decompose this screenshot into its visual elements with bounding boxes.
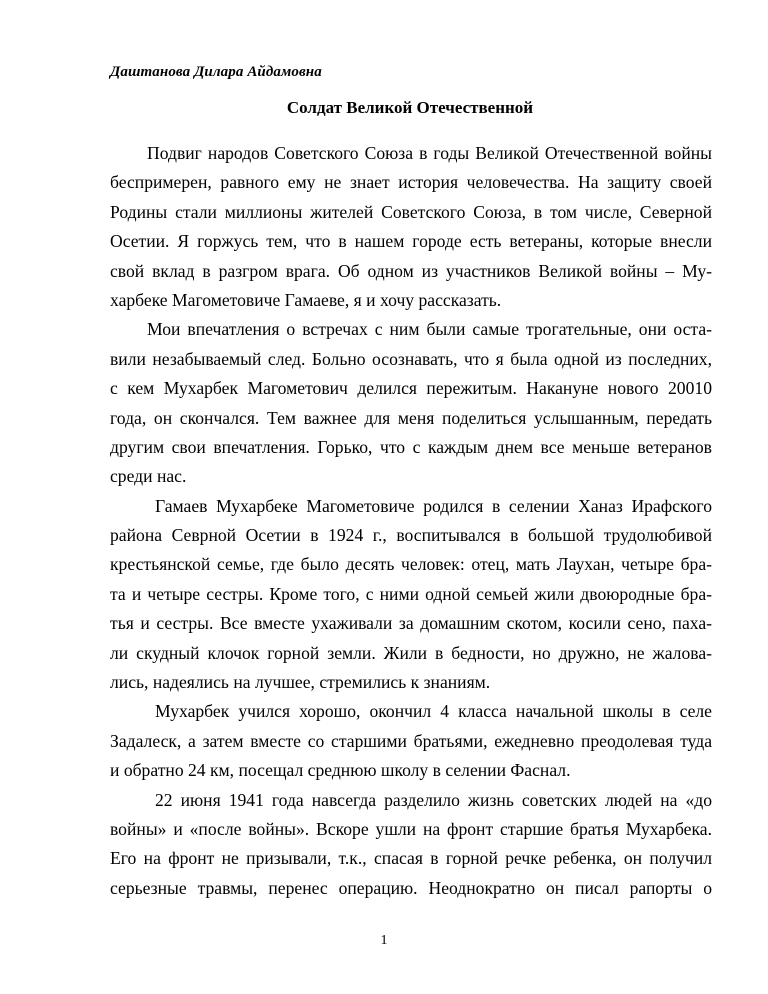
text-line: другим свои впечатления. Горько, что с каждым днем все меньше ветеранов [110, 436, 712, 457]
text-line: 22 июня 1941 года навсегда разделило жизнь советских людей на «до [155, 789, 712, 810]
text-line: крестьянской семье, где было десять человек: отец, мать Лаухан, четыре бра- [110, 554, 712, 575]
text-line: года, он скончался. Тем важнее для меня поделиться услышанным, передать [110, 407, 712, 428]
text-line: Задалеск, а затем вместе со старшими братьями, ежедневно преодолевая туда [110, 730, 712, 751]
text-line: вили незабываемый след. Больно осознавать, что я была одной из последних, [110, 348, 712, 369]
body-text [110, 139, 712, 903]
page-number: 1 [380, 933, 388, 948]
text-line: среди нас. [110, 466, 187, 487]
text-line: свой вклад в разгром врага. Об одном из участников Великой войны – Му- [110, 260, 712, 281]
text-line: Подвиг народов Советского Союза в годы Великой Отечественной войны [147, 143, 712, 163]
text-line: харбеке Магометовиче Гамаеве, я и хочу рассказать. [110, 289, 502, 310]
text-line: Родины стали миллионы жителей Советского Союза, в том числе, Северной [110, 201, 712, 222]
text-line: войны» и «после войны». Вскоре ушли на фронт старшие братья Мухарбека. [110, 818, 712, 839]
text-line: Гамаев Мухарбеке Магометовиче родился в селении Ханаз Ирафского [155, 495, 712, 516]
text-line: лись, надеялись на лучшее, стремились к знаниям. [110, 672, 491, 693]
text-line: Осетии. Я горжусь тем, что в нашем городе есть ветераны, которые внесли [110, 231, 712, 252]
text-line: с кем Мухарбек Магометович делился пережитым. Накануне нового 20010 [110, 378, 712, 399]
text-line: та и четыре сестры. Кроме того, с ними одной семьей жили двоюродные бра- [110, 583, 712, 604]
text-line: тья и сестры. Все вместе ухаживали за домашним скотом, косили сено, паха- [110, 613, 712, 634]
author-name: Даштанова Дилара Айдамовна [110, 64, 322, 80]
text-line: беспримерен, равного ему не знает история человечества. На защиту своей [110, 172, 712, 193]
text-line: Мои впечатления о встречах с ним были самые трогательные, они оста- [147, 319, 712, 340]
text-line: района Севрной Осетии в 1924 г., воспитывался в большой трудолюбивой [110, 525, 712, 546]
text-line: серьезные травмы, перенес операцию. Неоднократно он писал рапорты о [110, 877, 712, 898]
text-line: Мухарбек учился хорошо, окончил 4 класса начальной школы в селе [155, 701, 712, 722]
text-line: ли скудный клочок горной земли. Жили в бедности, но дружно, не жалова- [110, 642, 712, 663]
document-title: Солдат Великой Отечественной [286, 98, 534, 117]
text-line: и обратно 24 км, посещал среднюю школу в селении Фаснал. [110, 760, 571, 781]
text-line: Его на фронт не призывали, т.к., спасая в горной речке ребенка, он получил [110, 848, 712, 869]
